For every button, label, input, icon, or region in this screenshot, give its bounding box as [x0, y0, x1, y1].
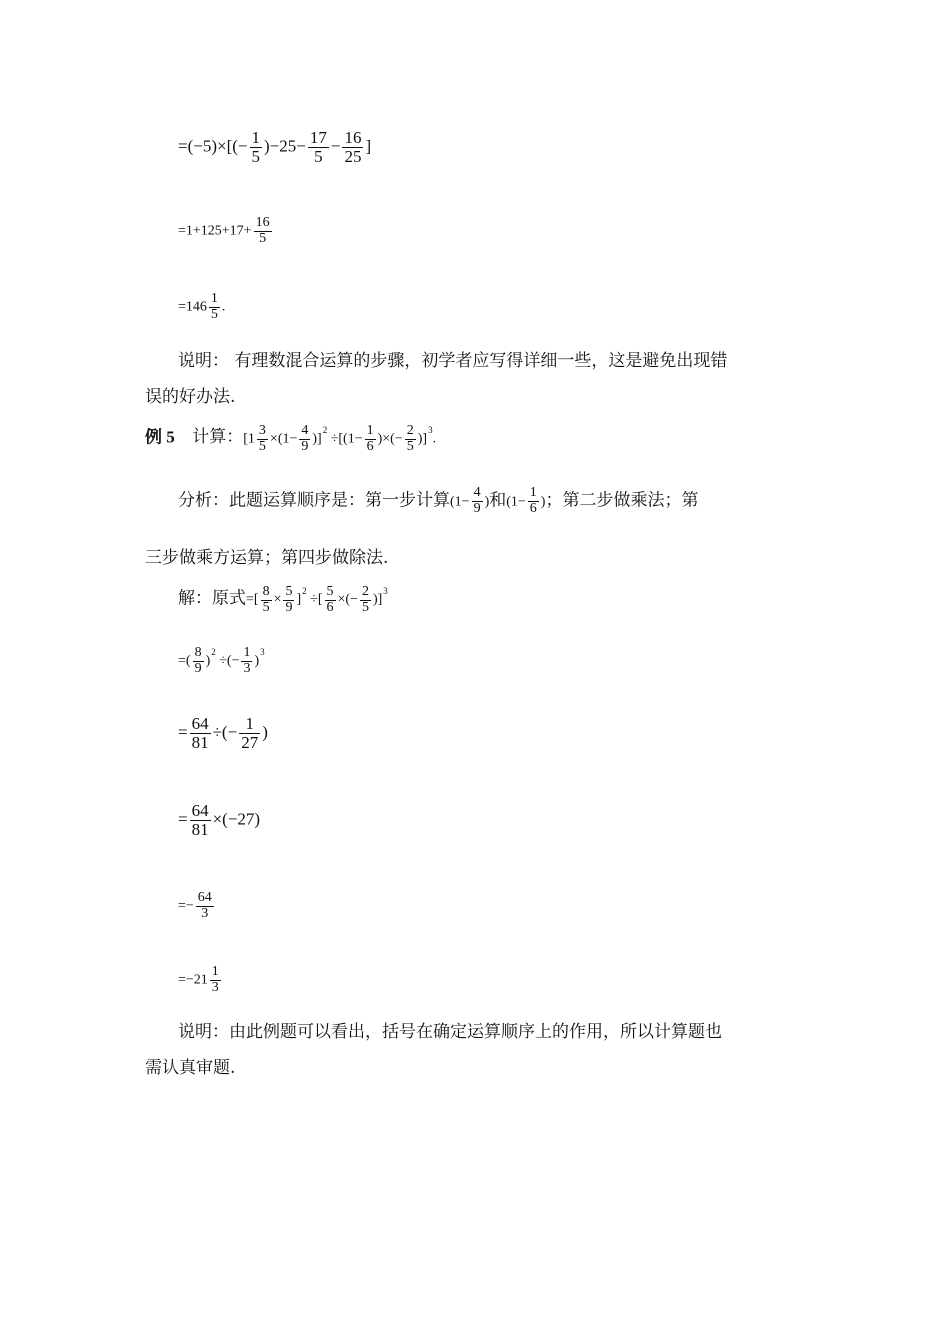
numerator: 2	[406, 423, 414, 438]
fraction	[261, 585, 272, 615]
numerator: 64	[191, 714, 209, 733]
numerator: 64	[197, 890, 212, 905]
fraction	[210, 965, 221, 995]
fraction	[528, 486, 539, 516]
expr-part: )]	[417, 431, 428, 447]
denominator: 5	[210, 306, 218, 322]
denominator: 9	[301, 438, 309, 454]
numerator: 17	[309, 128, 327, 147]
numerator: 3	[258, 423, 266, 438]
math-step-1	[178, 129, 371, 166]
expr-part: )]	[312, 431, 322, 447]
analysis-line-2: 三步做乘方运算；第四步做除法.	[145, 548, 389, 568]
note-line: 说明： 有理数混合运算的步骤，初学者应写得详细一些，这是避免出现错	[178, 351, 728, 371]
numerator: 1	[211, 964, 219, 979]
expr-part: ×(−	[337, 592, 358, 608]
expr-part: ]	[296, 592, 302, 608]
denominator: 25	[344, 146, 362, 166]
fraction	[239, 715, 260, 752]
expr-part: (1−	[450, 494, 470, 510]
expr-part: −	[330, 136, 341, 156]
denominator: 81	[191, 732, 209, 752]
math-step-3	[178, 292, 225, 322]
expr-part: .	[432, 431, 437, 447]
numerator: 5	[326, 584, 334, 599]
fraction	[241, 646, 252, 676]
denominator: 5	[314, 146, 323, 166]
exponent: 3	[260, 647, 265, 658]
expr-part: =(	[178, 653, 191, 669]
expr-part: ÷(−	[212, 722, 238, 742]
fraction	[250, 129, 263, 166]
expr-part: =1+125+17+	[178, 223, 252, 239]
numerator: 8	[194, 645, 202, 660]
denominator: 27	[241, 732, 259, 752]
expr-part: =(−5)×[(−	[178, 136, 248, 156]
fraction	[299, 424, 310, 454]
denominator: 9	[285, 599, 293, 615]
numerator: 64	[191, 801, 209, 820]
fraction	[190, 715, 211, 752]
analysis-line	[178, 486, 698, 516]
example-5	[145, 424, 436, 454]
fraction	[193, 646, 204, 676]
numerator: 4	[301, 423, 309, 438]
analysis-text: 分析：此题运算顺序是：第一步计算	[178, 490, 450, 511]
numerator: 8	[262, 584, 270, 599]
numerator: 1	[243, 645, 251, 660]
expr-part: .	[221, 299, 226, 315]
fraction	[254, 216, 272, 246]
numerator: 4	[473, 485, 481, 500]
expr-part: )×(−	[377, 431, 403, 447]
note-line: 说明：由此例题可以看出，括号在确定运算顺序上的作用，所以计算题也	[178, 1022, 722, 1042]
denominator: 5	[251, 146, 260, 166]
expr-part: =−21	[178, 972, 208, 988]
solution-step-6	[178, 965, 223, 995]
denominator: 9	[473, 500, 481, 516]
numerator: 16	[255, 215, 270, 230]
fraction	[472, 486, 483, 516]
fraction	[209, 292, 220, 322]
solution-label: 解：原式	[178, 588, 246, 609]
expr-part: ÷[	[310, 592, 323, 608]
numerator: 2	[361, 584, 369, 599]
denominator: 3	[201, 905, 209, 921]
numerator: 1	[251, 128, 260, 147]
expr-part: =[	[246, 592, 259, 608]
denominator: 5	[262, 599, 270, 615]
denominator: 81	[191, 819, 209, 839]
fraction	[196, 891, 214, 921]
solution-step-1	[178, 585, 388, 615]
expr-part: ×	[273, 592, 282, 608]
fraction	[190, 802, 211, 839]
expr-part: =−	[178, 898, 194, 914]
note-line: 误的好办法.	[145, 387, 236, 407]
analysis-text: 和	[489, 490, 507, 511]
exponent: 3	[383, 586, 388, 597]
denominator: 6	[529, 500, 537, 516]
numerator: 5	[285, 584, 293, 599]
fraction	[308, 129, 329, 166]
analysis-text: ；第二步做乘法；第	[545, 490, 699, 511]
fraction	[360, 585, 371, 615]
numerator: 1	[210, 291, 218, 306]
fraction	[325, 585, 336, 615]
numerator: 16	[344, 128, 362, 147]
fraction	[365, 424, 376, 454]
fraction	[405, 424, 416, 454]
denominator: 5	[361, 599, 369, 615]
denominator: 9	[194, 660, 202, 676]
expr-part: )	[540, 494, 546, 510]
expr-part: =	[178, 809, 188, 829]
expr-part: ×(1−	[269, 431, 298, 447]
expr-part: ]	[365, 136, 372, 156]
denominator: 5	[259, 230, 267, 246]
fraction	[342, 129, 363, 166]
expr-part: ×(−27)	[212, 809, 261, 829]
expr-part: )]	[372, 592, 383, 608]
expr-part: =	[178, 722, 188, 742]
math-step-2	[178, 216, 274, 246]
expr-part: [1	[243, 431, 255, 447]
denominator: 5	[406, 438, 414, 454]
example-intro: 计算：	[192, 427, 244, 447]
solution-step-2	[178, 646, 265, 676]
denominator: 5	[258, 438, 266, 454]
exponent: 2	[302, 586, 307, 597]
denominator: 6	[326, 599, 334, 615]
expr-part: =146	[178, 299, 207, 315]
expr-part: )	[205, 653, 211, 669]
numerator: 1	[529, 485, 537, 500]
solution-step-3	[178, 715, 268, 752]
expr-part: ÷(−	[219, 653, 240, 669]
numerator: 1	[366, 423, 374, 438]
note-line: 需认真审题.	[145, 1058, 236, 1078]
expr-part: )	[484, 494, 490, 510]
numerator: 1	[239, 715, 260, 734]
expr-part: ÷[(1−	[330, 431, 363, 447]
denominator: 6	[366, 438, 374, 454]
exponent: 2	[211, 647, 216, 658]
solution-step-4	[178, 802, 260, 839]
expr-part: )	[254, 653, 260, 669]
expr-part: )	[262, 722, 268, 742]
solution-step-5	[178, 891, 216, 921]
exponent: 3	[428, 425, 433, 436]
expr-part: (1−	[506, 494, 526, 510]
example-label: 例 5	[145, 427, 175, 447]
exponent: 2	[322, 425, 328, 436]
denominator: 3	[211, 979, 219, 995]
expr-part: )−25−	[264, 136, 306, 156]
denominator: 3	[243, 660, 251, 676]
fraction	[283, 585, 294, 615]
fraction	[257, 424, 268, 454]
